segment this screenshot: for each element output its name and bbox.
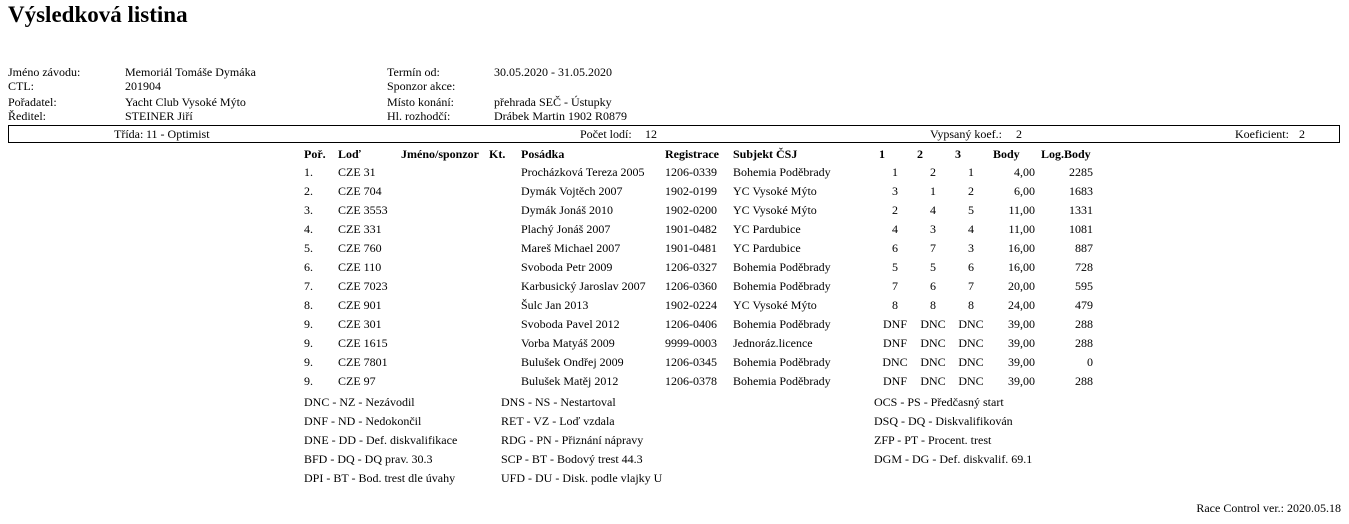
col-race-3-header: 3	[955, 146, 961, 161]
col-race-2-header: 2	[917, 146, 923, 161]
cell-registration: 1901-0481	[665, 241, 717, 255]
cell-points: 4,00	[1014, 165, 1035, 179]
cell-log-points: 479	[1075, 298, 1093, 312]
table-row	[301, 239, 1096, 258]
cell-race-1: DNC	[882, 355, 908, 369]
cell-kt	[486, 277, 518, 296]
legend-item: RDG - PN - Přiznání nápravy	[501, 433, 644, 447]
cell-log-points: 0	[1087, 355, 1093, 369]
cell-registration: 1206-0327	[665, 260, 717, 274]
cell-kt	[486, 315, 518, 334]
cell-race-3: 8	[968, 298, 974, 312]
legend-item: DNE - DD - Def. diskvalifikace	[304, 433, 458, 447]
cell-race-2: 6	[930, 279, 936, 293]
legend-item: RET - VZ - Loď vzdala	[501, 414, 615, 428]
race-name-value: Memoriál Tomáše Dymáka	[125, 65, 256, 79]
cell-registration: 1206-0339	[665, 165, 717, 179]
cell-registration: 1206-0345	[665, 355, 717, 369]
cell-registration: 1902-0224	[665, 298, 717, 312]
cell-race-3: 1	[968, 165, 974, 179]
results-table	[301, 145, 1096, 391]
judge-value: Drábek Martin 1902 R0879	[494, 109, 627, 123]
cell-club: YC Pardubice	[733, 222, 801, 236]
version-footer: Race Control ver.: 2020.05.18	[1196, 501, 1341, 515]
cell-points: 16,00	[1008, 260, 1035, 274]
cell-race-1: DNF	[882, 336, 907, 350]
cell-kt	[486, 220, 518, 239]
table-row	[301, 163, 1096, 182]
legend-item: DGM - DG - Def. diskvalif. 69.1	[874, 452, 1033, 466]
cell-club: YC Vysoké Mýto	[733, 298, 817, 312]
cell-log-points: 1683	[1069, 184, 1093, 198]
cell-rank: 9.	[304, 355, 313, 369]
cell-rank: 9.	[304, 374, 313, 388]
cell-points: 20,00	[1008, 279, 1035, 293]
cell-rank: 2.	[304, 184, 313, 198]
venue-value: přehrada SEČ - Ústupky	[494, 95, 612, 109]
boat-count-label: Počet lodí:	[580, 127, 632, 141]
cell-club: Jednoráz.licence	[733, 336, 813, 350]
table-row	[301, 372, 1096, 391]
cell-rank: 9.	[304, 317, 313, 331]
cell-race-3: DNC	[958, 355, 984, 369]
cell-race-1: 7	[892, 279, 898, 293]
cell-boat: CZE 1615	[338, 336, 388, 350]
cell-rank: 9.	[304, 336, 313, 350]
cell-points: 11,00	[1008, 222, 1035, 236]
cell-boat: CZE 901	[338, 298, 382, 312]
cell-log-points: 728	[1075, 260, 1093, 274]
declared-coef-label: Vypsaný koef.:	[930, 127, 1002, 141]
cell-registration: 1902-0200	[665, 203, 717, 217]
class-value: 11 - Optimist	[146, 127, 210, 141]
legend-item: UFD - DU - Disk. podle vlajky U	[501, 471, 663, 485]
cell-race-2: 1	[930, 184, 936, 198]
ctl-value: 201904	[125, 79, 161, 93]
cell-race-2: 7	[930, 241, 936, 255]
table-row	[301, 220, 1096, 239]
cell-registration: 1902-0199	[665, 184, 717, 198]
cell-registration: 1206-0406	[665, 317, 717, 331]
cell-points: 39,00	[1008, 374, 1035, 388]
cell-log-points: 1081	[1069, 222, 1093, 236]
cell-boat: CZE 7801	[338, 355, 388, 369]
cell-registration: 9999-0003	[665, 336, 717, 350]
cell-crew: Mareš Michael 2007	[521, 241, 621, 255]
cell-race-2: 2	[930, 165, 936, 179]
cell-club: YC Pardubice	[733, 241, 801, 255]
cell-club: Bohemia Poděbrady	[733, 279, 831, 293]
cell-name-sponsor	[398, 239, 486, 258]
cell-crew: Bulušek Matěj 2012	[521, 374, 619, 388]
cell-name-sponsor	[398, 296, 486, 315]
organizer-label: Pořadatel:	[8, 95, 57, 109]
cell-club: Bohemia Poděbrady	[733, 165, 831, 179]
organizer-value: Yacht Club Vysoké Mýto	[125, 95, 246, 109]
cell-race-3: DNC	[958, 336, 984, 350]
table-row	[301, 296, 1096, 315]
date-label: Termín od:	[387, 65, 440, 79]
cell-name-sponsor	[398, 163, 486, 182]
cell-name-sponsor	[398, 334, 486, 353]
legend-item: DNS - NS - Nestartoval	[501, 395, 616, 409]
cell-points: 39,00	[1008, 355, 1035, 369]
cell-kt	[486, 163, 518, 182]
cell-race-1: 1	[892, 165, 898, 179]
cell-crew: Plachý Jonáš 2007	[521, 222, 611, 236]
cell-kt	[486, 296, 518, 315]
cell-name-sponsor	[398, 372, 486, 391]
col-name-sponsor-header: Jméno/sponzor	[401, 146, 479, 161]
boat-count-value: 12	[645, 127, 657, 141]
cell-name-sponsor	[398, 277, 486, 296]
race-name-label: Jméno závodu:	[8, 65, 81, 79]
cell-race-2: 5	[930, 260, 936, 274]
cell-registration: 1901-0482	[665, 222, 717, 236]
cell-kt	[486, 182, 518, 201]
cell-boat: CZE 301	[338, 317, 382, 331]
cell-log-points: 288	[1075, 336, 1093, 350]
cell-race-3: 7	[968, 279, 974, 293]
cell-race-2: DNC	[920, 317, 946, 331]
cell-race-1: 6	[892, 241, 898, 255]
venue-label: Místo konání:	[387, 95, 455, 109]
table-row	[301, 334, 1096, 353]
cell-club: YC Vysoké Mýto	[733, 203, 817, 217]
coef-value: 2	[1299, 127, 1305, 141]
cell-race-2: 4	[930, 203, 936, 217]
cell-crew: Dymák Vojtěch 2007	[521, 184, 623, 198]
cell-race-1: 2	[892, 203, 898, 217]
cell-rank: 3.	[304, 203, 313, 217]
cell-race-3: DNC	[958, 317, 984, 331]
cell-race-2: DNC	[920, 336, 946, 350]
cell-crew: Svoboda Petr 2009	[521, 260, 613, 274]
cell-boat: CZE 7023	[338, 279, 388, 293]
results-body	[301, 163, 1096, 391]
cell-race-2: DNC	[920, 374, 946, 388]
cell-race-3: 5	[968, 203, 974, 217]
legend-col-2	[501, 393, 662, 488]
cell-crew: Karbusický Jaroslav 2007	[521, 279, 646, 293]
cell-boat: CZE 97	[338, 374, 376, 388]
legend-item: ZFP - PT - Procent. trest	[874, 433, 992, 447]
col-log-points-header: Log.Body	[1041, 146, 1091, 161]
cell-club: Bohemia Poděbrady	[733, 374, 831, 388]
cell-race-2: 8	[930, 298, 936, 312]
cell-race-3: 6	[968, 260, 974, 274]
cell-race-1: 4	[892, 222, 898, 236]
director-value: STEINER Jiří	[125, 109, 193, 123]
cell-rank: 6.	[304, 260, 313, 274]
cell-log-points: 2285	[1069, 165, 1093, 179]
cell-race-3: 4	[968, 222, 974, 236]
cell-name-sponsor	[398, 220, 486, 239]
cell-race-2: 3	[930, 222, 936, 236]
cell-kt	[486, 258, 518, 277]
coef-label: Koeficient:	[1235, 127, 1289, 141]
cell-crew: Procházková Tereza 2005	[521, 165, 645, 179]
cell-race-1: 8	[892, 298, 898, 312]
legend-item: DNC - NZ - Nezávodil	[304, 395, 415, 409]
cell-name-sponsor	[398, 315, 486, 334]
cell-race-1: DNF	[882, 317, 907, 331]
table-row	[301, 353, 1096, 372]
cell-rank: 8.	[304, 298, 313, 312]
cell-kt	[486, 201, 518, 220]
col-kt-header: Kt.	[489, 146, 506, 161]
cell-kt	[486, 334, 518, 353]
cell-log-points: 595	[1075, 279, 1093, 293]
cell-rank: 7.	[304, 279, 313, 293]
cell-name-sponsor	[398, 258, 486, 277]
cell-race-2: DNC	[920, 355, 946, 369]
cell-crew: Šulc Jan 2013	[521, 298, 589, 312]
cell-rank: 4.	[304, 222, 313, 236]
legend-item: DSQ - DQ - Diskvalifikován	[874, 414, 1013, 428]
col-registration-header: Registrace	[665, 146, 719, 161]
cell-race-1: 5	[892, 260, 898, 274]
cell-boat: CZE 3553	[338, 203, 388, 217]
cell-race-3: 2	[968, 184, 974, 198]
legend-item: SCP - BT - Bodový trest 44.3	[501, 452, 643, 466]
cell-points: 39,00	[1008, 336, 1035, 350]
cell-name-sponsor	[398, 182, 486, 201]
class-label: Třída:	[114, 127, 144, 141]
declared-coef-value: 2	[1016, 127, 1022, 141]
sponsor-label: Sponzor akce:	[387, 79, 456, 93]
table-row	[301, 201, 1096, 220]
page-title: Výsledková listina	[8, 2, 188, 27]
cell-race-1: 3	[892, 184, 898, 198]
cell-crew: Svoboda Pavel 2012	[521, 317, 620, 331]
table-header-row	[301, 145, 1096, 163]
legend-col-3	[874, 393, 1032, 469]
cell-club: Bohemia Poděbrady	[733, 355, 831, 369]
legend-item: DPI - BT - Bod. trest dle úvahy	[304, 471, 456, 485]
cell-boat: CZE 331	[338, 222, 382, 236]
cell-race-3: DNC	[958, 374, 984, 388]
col-race-1-header: 1	[879, 146, 885, 161]
cell-race-1: DNF	[882, 374, 907, 388]
cell-kt	[486, 239, 518, 258]
legend-item: DNF - ND - Nedokončil	[304, 414, 422, 428]
cell-points: 24,00	[1008, 298, 1035, 312]
cell-points: 39,00	[1008, 317, 1035, 331]
cell-log-points: 1331	[1069, 203, 1093, 217]
cell-log-points: 288	[1075, 317, 1093, 331]
cell-club: Bohemia Poděbrady	[733, 260, 831, 274]
cell-points: 16,00	[1008, 241, 1035, 255]
cell-kt	[486, 372, 518, 391]
cell-registration: 1206-0360	[665, 279, 717, 293]
cell-crew: Dymák Jonáš 2010	[521, 203, 613, 217]
cell-crew: Vorba Matyáš 2009	[521, 336, 615, 350]
cell-boat: CZE 31	[338, 165, 376, 179]
ctl-label: CTL:	[8, 79, 34, 93]
cell-crew: Bulušek Ondřej 2009	[521, 355, 624, 369]
legend-item: OCS - PS - Předčasný start	[874, 395, 1004, 409]
cell-boat: CZE 110	[338, 260, 382, 274]
table-row	[301, 258, 1096, 277]
cell-boat: CZE 704	[338, 184, 382, 198]
class-bar	[8, 125, 1340, 143]
cell-points: 6,00	[1014, 184, 1035, 198]
cell-registration: 1206-0378	[665, 374, 717, 388]
col-boat-header: Loď	[338, 146, 361, 161]
cell-points: 11,00	[1008, 203, 1035, 217]
table-row	[301, 277, 1096, 296]
date-value: 30.05.2020 - 31.05.2020	[494, 65, 612, 79]
col-rank-header: Poř.	[304, 146, 326, 161]
cell-name-sponsor	[398, 353, 486, 372]
legend-item: BFD - DQ - DQ prav. 30.3	[304, 452, 433, 466]
table-row	[301, 182, 1096, 201]
cell-log-points: 288	[1075, 374, 1093, 388]
cell-name-sponsor	[398, 201, 486, 220]
cell-race-3: 3	[968, 241, 974, 255]
col-crew-header: Posádka	[521, 146, 565, 161]
cell-kt	[486, 353, 518, 372]
cell-rank: 5.	[304, 241, 313, 255]
col-club-header: Subjekt ČSJ	[733, 146, 798, 161]
cell-boat: CZE 760	[338, 241, 382, 255]
cell-rank: 1.	[304, 165, 313, 179]
cell-log-points: 887	[1075, 241, 1093, 255]
table-row	[301, 315, 1096, 334]
director-label: Ředitel:	[8, 109, 46, 123]
cell-club: YC Vysoké Mýto	[733, 184, 817, 198]
legend-col-1	[304, 393, 457, 488]
col-points-header: Body	[993, 146, 1020, 161]
cell-club: Bohemia Poděbrady	[733, 317, 831, 331]
judge-label: Hl. rozhodčí:	[387, 109, 451, 123]
